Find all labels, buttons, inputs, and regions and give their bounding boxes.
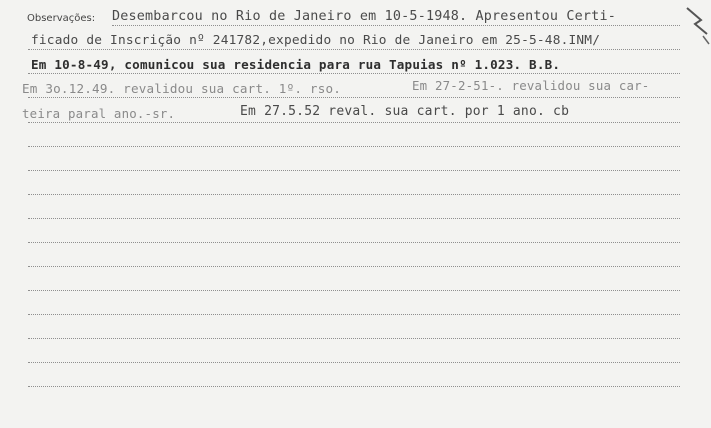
entry-line: ficado de Inscrição nº 241782,expedido no Rio de Janeiro em 25-5-48.INM/ — [31, 33, 601, 48]
entry-line: Em 27-2-51-. revalidou sua car- — [412, 78, 650, 93]
guide-line — [28, 73, 680, 74]
guide-line — [28, 338, 680, 339]
guide-line — [28, 170, 680, 171]
guide-line — [28, 194, 680, 195]
entry-line: Em 27.5.52 reval. sua cart. por 1 ano. cb — [240, 104, 570, 119]
guide-line — [112, 25, 680, 26]
guide-line — [28, 266, 680, 267]
guide-line — [28, 290, 680, 291]
guide-line — [28, 362, 680, 363]
entry-line: teira paral ano.-sr. — [22, 106, 176, 121]
guide-line — [28, 314, 680, 315]
corner-mark — [681, 0, 711, 60]
guide-line — [28, 146, 680, 147]
guide-line — [28, 386, 680, 387]
guide-line — [28, 218, 680, 219]
observations-label: Observações: — [27, 13, 96, 24]
entry-line: Desembarcou no Rio de Janeiro em 10-5-1948. Apresentou Certi- — [112, 9, 616, 24]
entry-line: Em 10-8-49, comunicou sua residencia para rua Tapuias nº 1.023. B.B. — [31, 57, 561, 72]
guide-line — [28, 242, 680, 243]
guide-line — [28, 49, 680, 50]
guide-line — [28, 97, 680, 98]
guide-line — [28, 122, 680, 123]
entry-line: Em 3o.12.49. revalidou sua cart. 1º. rso. — [22, 81, 342, 96]
